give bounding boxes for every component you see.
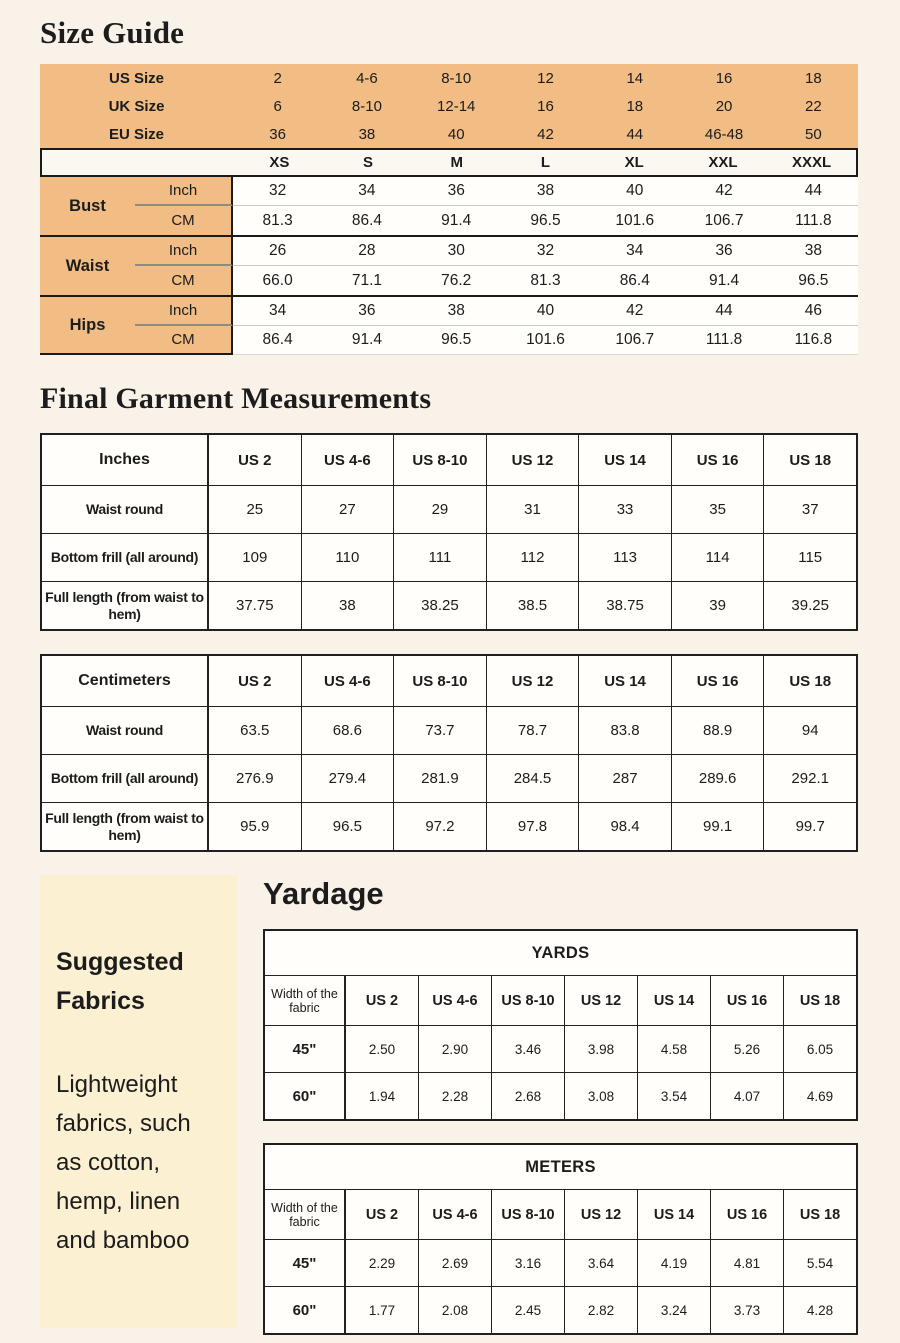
size-conversion-table [40,64,858,148]
garment-size-column-header: US 16 [671,435,764,485]
inch-value-cell: 26 [233,237,322,266]
size-conversion-cell: 50 [805,125,822,143]
yardage-size-column-header: US 14 [637,976,710,1025]
garment-row-values [207,486,856,533]
garment-value-cell: 29 [393,486,486,533]
garment-table-row [42,581,856,629]
garment-value-cell: 94 [763,707,856,754]
yardage-unit-banner: METERS [525,1157,596,1176]
fabric-width-value: 60" [292,1301,317,1319]
garment-tables [40,433,858,852]
unit-label-inch: Inch [135,177,233,206]
garment-value-cell: 289.6 [671,755,764,802]
yardage-value-cell: 2.45 [491,1287,564,1333]
unit-label-cm: CM [135,326,233,355]
size-system-label: US Size [108,69,165,87]
size-conversion-cell: 42 [537,125,554,143]
garment-size-column-header: US 8-10 [393,435,486,485]
size-letter-cell: M [450,154,464,172]
garment-value-cell: 112 [486,534,579,581]
size-conversion-cell: 20 [715,97,733,115]
unit-label-inch: Inch [135,297,233,326]
garment-size-column-header: US 18 [763,656,856,706]
yardage-value-cell: 2.69 [418,1240,491,1286]
size-conversion-cell: 46-48 [704,125,744,143]
garment-value-cell: 38.25 [393,582,486,629]
inch-value-cell: 28 [322,237,411,266]
unit-label-inch: Inch [135,237,233,266]
garment-value-cell: 38 [301,582,394,629]
size-conversion-cell: 22 [805,97,822,115]
garment-measurements-title: Final Garment Measurements [40,382,432,416]
size-letter-cell: XXXL [792,154,832,172]
garment-value-cell: 115 [763,534,856,581]
yardage-value-cell: 2.82 [564,1287,637,1333]
garment-value-cell: 279.4 [301,755,394,802]
body-measurement-group [40,295,858,355]
garment-size-column-header: US 12 [486,656,579,706]
garment-value-cell: 33 [578,486,671,533]
size-letter-cell: XXL [708,154,738,172]
yardage-value-cell: 2.90 [418,1026,491,1072]
garment-row-values [207,707,856,754]
size-letters-values [235,150,856,175]
size-conversion-cell: 44 [626,125,644,143]
yardage-row-values [344,1026,856,1072]
garment-value-cell: 292.1 [763,755,856,802]
size-conversion-cell: 16 [537,97,554,115]
garment-value-cell: 99.7 [763,803,856,850]
size-letter-cell: L [540,154,551,172]
yardage-table-body [265,1025,856,1119]
body-part-label: Hips [40,297,135,355]
inch-value-cell: 36 [412,177,501,206]
yardage-size-column-header: US 4-6 [418,1190,491,1239]
size-conversion-cell: 12 [537,69,554,87]
yardage-size-column-header: US 12 [564,1190,637,1239]
garment-size-column-header: US 2 [208,656,301,706]
garment-unit-label: Centimeters [78,672,171,690]
yardage-value-cell: 3.46 [491,1026,564,1072]
yardage-value-cell: 3.54 [637,1073,710,1119]
inch-value-cell: 38 [769,237,858,266]
garment-size-column-header: US 12 [486,435,579,485]
size-conversion-row [40,64,858,92]
inch-value-cell: 38 [501,177,590,206]
garment-size-column-header: US 2 [208,435,301,485]
garment-row-label: Bottom frill (all around) [50,770,199,787]
yardage-value-cell: 5.54 [783,1240,856,1286]
cm-value-cell: 106.7 [590,326,679,355]
inch-values-row [233,297,858,326]
yardage-section [40,875,858,1343]
cm-value-cell: 111.8 [679,326,768,355]
garment-value-cell: 287 [578,755,671,802]
fabric-width-value: 45" [292,1040,317,1058]
cm-value-cell: 86.4 [351,211,382,229]
yardage-value-cell: 2.68 [491,1073,564,1119]
yardage-value-cell: 1.77 [345,1287,418,1333]
yardage-value-cell: 4.19 [637,1240,710,1286]
garment-row-label: Full length (from waist to hem) [45,809,204,843]
garment-size-column-header: US 14 [578,656,671,706]
garment-value-cell: 35 [671,486,764,533]
garment-value-cell: 96.5 [301,803,394,850]
garment-table-row [42,754,856,802]
yardage-value-cell: 4.69 [783,1073,856,1119]
size-conversion-cell: 16 [715,69,733,87]
size-letters-row [40,148,858,177]
garment-table-row [42,802,856,850]
inch-value-cell: 32 [501,237,590,266]
body-measurements-table [40,177,858,355]
yardage-table-row [265,1286,856,1333]
garment-row-values [207,803,856,850]
inch-value-cell: 36 [322,297,411,326]
garment-value-cell: 113 [578,534,671,581]
cm-value-cell: 106.7 [704,211,744,229]
garment-value-cell: 27 [301,486,394,533]
garment-value-cell: 73.7 [393,707,486,754]
garment-value-cell: 95.9 [208,803,301,850]
size-conversion-cell: 6 [273,97,282,115]
cm-value-cell: 81.3 [530,271,561,289]
yardage-size-column-header: US 2 [345,1190,418,1239]
garment-value-cell: 37.75 [208,582,301,629]
cm-value-cell: 96.5 [530,211,561,229]
yardage-table-row [265,1072,856,1119]
yardage-value-cell: 3.16 [491,1240,564,1286]
size-letters-spacer [42,150,235,175]
suggested-fabrics-text: Lightweight fabrics, such as cotton, hemp, linen and bamboo [56,1071,191,1255]
size-conversion-row [40,120,858,148]
garment-size-columns [207,656,856,706]
yardage-value-cell: 4.28 [783,1287,856,1333]
size-conversion-cell: 40 [447,125,465,143]
garment-value-cell: 25 [208,486,301,533]
yardage-value-cell: 3.24 [637,1287,710,1333]
garment-table-row [42,533,856,581]
suggested-fabrics-heading: Suggested Fabrics [56,948,184,1016]
yardage-value-cell: 6.05 [783,1026,856,1072]
cm-value-cell: 81.3 [262,211,293,229]
cm-value-cell: 76.2 [441,271,472,289]
garment-value-cell: 38.5 [486,582,579,629]
garment-value-cell: 63.5 [208,707,301,754]
yardage-value-cell: 2.29 [345,1240,418,1286]
inch-value-cell: 38 [412,297,501,326]
cm-values-row [233,266,858,295]
garment-row-label: Bottom frill (all around) [50,549,199,566]
inch-value-cell: 30 [412,237,501,266]
garment-row-label: Waist round [85,722,164,739]
size-guide-title: Size Guide [40,15,185,50]
garment-table-row [42,485,856,533]
inch-value-cell: 46 [769,297,858,326]
fabric-width-label: Width of the fabric [271,986,338,1015]
yardage-table-header [265,975,856,1025]
size-system-label: EU Size [108,125,165,143]
yardage-size-column-header: US 18 [783,1190,856,1239]
cm-value-cell: 96.5 [798,271,829,289]
inch-value-cell: 40 [590,177,679,206]
garment-size-column-header: US 14 [578,435,671,485]
cm-value-cell: 96.5 [412,326,501,355]
garment-size-column-header: US 18 [763,435,856,485]
yardage-value-cell: 3.98 [564,1026,637,1072]
garment-size-column-header: US 4-6 [301,435,394,485]
cm-value-cell: 91.4 [322,326,411,355]
garment-table-body [42,485,856,629]
size-conversion-cell: 18 [626,97,644,115]
cm-value-cell: 116.8 [769,326,858,355]
fabric-width-label: Width of the fabric [271,1200,338,1229]
yardage-value-cell: 4.07 [710,1073,783,1119]
size-letter-cell: XS [269,154,290,172]
garment-table-row [42,706,856,754]
garment-value-cell: 109 [208,534,301,581]
inch-value-cell: 40 [501,297,590,326]
garment-value-cell: 284.5 [486,755,579,802]
inch-value-cell: 44 [679,297,768,326]
size-letter-cell: S [363,154,374,172]
yardage-table-body [265,1239,856,1333]
yardage-table-row [265,1239,856,1286]
yardage-value-cell: 5.26 [710,1026,783,1072]
yardage-value-cell: 3.64 [564,1240,637,1286]
garment-row-values [207,582,856,629]
garment-value-cell: 31 [486,486,579,533]
yardage-size-column-header: US 4-6 [418,976,491,1025]
garment-table-header [42,656,856,706]
garment-row-label: Full length (from waist to hem) [45,588,204,622]
yardage-value-cell: 3.73 [710,1287,783,1333]
size-conversion-cell: 2 [273,69,282,87]
yardage-value-cell: 3.08 [564,1073,637,1119]
garment-size-column-header: US 4-6 [301,656,394,706]
garment-value-cell: 111 [393,534,486,581]
garment-table-header [42,435,856,485]
size-conversion-values [233,64,858,92]
yardage-size-column-header: US 16 [710,976,783,1025]
body-part-label: Waist [40,237,135,295]
garment-value-cell: 83.8 [578,707,671,754]
yardage-size-columns [344,976,856,1025]
inch-values-row [233,237,858,266]
garment-table [40,433,858,631]
size-conversion-cell: 18 [805,69,822,87]
cm-values-row [233,326,858,355]
garment-value-cell: 97.8 [486,803,579,850]
size-conversion-values [233,92,858,120]
inch-values-row [233,177,858,206]
size-conversion-cell: 8-10 [351,97,382,115]
body-measurement-group [40,235,858,295]
body-measurement-group [40,177,858,235]
garment-value-cell: 110 [301,534,394,581]
garment-value-cell: 38.75 [578,582,671,629]
inch-value-cell: 34 [322,177,411,206]
garment-size-columns [207,435,856,485]
yardage-size-column-header: US 16 [710,1190,783,1239]
size-conversion-cell: 36 [269,125,286,143]
yardage-table [263,1143,858,1335]
garment-value-cell: 88.9 [671,707,764,754]
cm-value-cell: 86.4 [619,271,650,289]
cm-value-cell: 66.0 [262,271,293,289]
garment-unit-label: Inches [99,451,150,469]
size-conversion-cell: 14 [626,69,644,87]
yardage-main [263,875,858,1343]
garment-value-cell: 68.6 [301,707,394,754]
yardage-tables [263,929,858,1335]
yardage-table-header [265,1189,856,1239]
inch-value-cell: 34 [233,297,322,326]
garment-value-cell: 281.9 [393,755,486,802]
yardage-row-values [344,1073,856,1119]
garment-table-body [42,706,856,850]
yardage-size-column-header: US 8-10 [491,1190,564,1239]
garment-value-cell: 78.7 [486,707,579,754]
garment-table [40,654,858,852]
yardage-value-cell: 1.94 [345,1073,418,1119]
garment-value-cell: 39 [671,582,764,629]
cm-value-cell: 101.6 [615,211,655,229]
garment-size-column-header: US 8-10 [393,656,486,706]
inch-value-cell: 36 [679,237,768,266]
cm-value-cell: 111.8 [795,211,832,229]
yardage-row-values [344,1287,856,1333]
garment-value-cell: 39.25 [763,582,856,629]
garment-row-values [207,755,856,802]
body-part-label: Bust [40,177,135,235]
garment-row-label: Waist round [85,501,164,518]
yardage-value-cell: 2.28 [418,1073,491,1119]
inch-value-cell: 42 [679,177,768,206]
unit-label-cm: CM [135,206,233,235]
size-conversion-values [233,120,858,148]
yardage-size-column-header: US 2 [345,976,418,1025]
cm-value-cell: 71.1 [351,271,382,289]
inch-value-cell: 44 [769,177,858,206]
fabric-width-value: 45" [292,1254,317,1272]
yardage-table-row [265,1025,856,1072]
garment-value-cell: 97.2 [393,803,486,850]
cm-value-cell: 91.4 [708,271,740,289]
size-system-label: UK Size [108,97,165,115]
size-conversion-row [40,92,858,120]
inch-value-cell: 42 [590,297,679,326]
yardage-size-column-header: US 12 [564,976,637,1025]
size-conversion-cell: 4-6 [356,69,378,87]
garment-value-cell: 99.1 [671,803,764,850]
yardage-value-cell: 4.58 [637,1026,710,1072]
garment-value-cell: 98.4 [578,803,671,850]
fabric-width-value: 60" [292,1087,317,1105]
unit-label-cm: CM [135,266,233,295]
yardage-row-values [344,1240,856,1286]
yardage-value-cell: 2.08 [418,1287,491,1333]
yardage-value-cell: 2.50 [345,1026,418,1072]
size-conversion-cell: 12-14 [437,97,476,115]
yardage-title: Yardage [263,876,384,912]
size-conversion-cell: 38 [358,125,376,143]
yardage-table [263,929,858,1121]
size-letter-cell: XL [624,154,644,172]
garment-size-column-header: US 16 [671,656,764,706]
garment-value-cell: 276.9 [208,755,301,802]
inch-value-cell: 32 [233,177,322,206]
yardage-size-columns [344,1190,856,1239]
yardage-size-column-header: US 18 [783,976,856,1025]
cm-value-cell: 91.4 [441,211,472,229]
inch-value-cell: 34 [590,237,679,266]
cm-values-row [233,206,858,235]
cm-value-cell: 86.4 [233,326,322,355]
garment-value-cell: 114 [671,534,764,581]
garment-row-values [207,534,856,581]
yardage-value-cell: 4.81 [710,1240,783,1286]
yardage-size-column-header: US 14 [637,1190,710,1239]
suggested-fabrics-panel [40,875,237,1328]
yardage-unit-banner: YARDS [531,943,590,962]
cm-value-cell: 101.6 [501,326,590,355]
yardage-size-column-header: US 8-10 [491,976,564,1025]
size-conversion-cell: 8-10 [441,69,472,87]
garment-value-cell: 37 [763,486,856,533]
